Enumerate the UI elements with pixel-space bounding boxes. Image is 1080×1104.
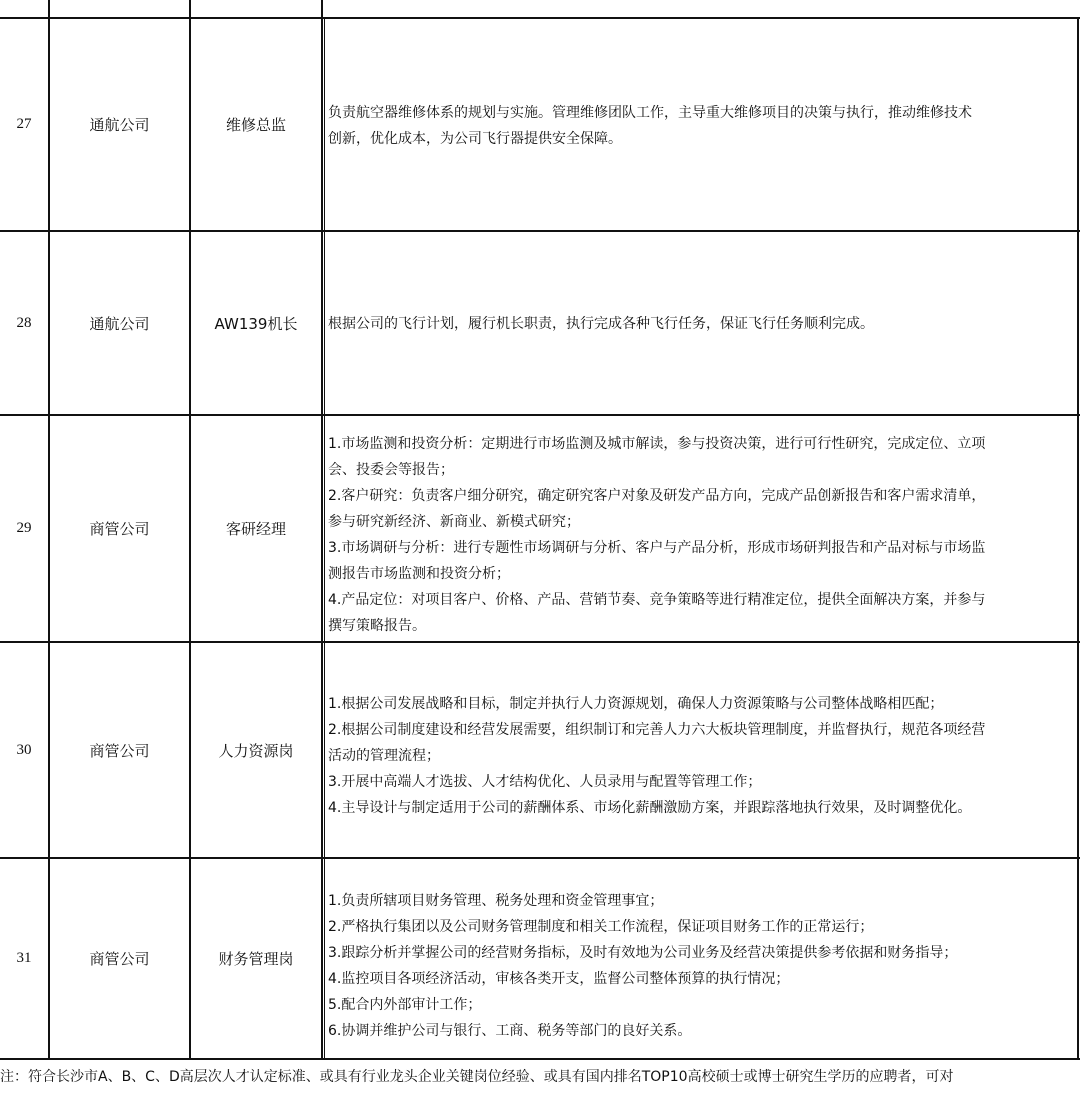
description-line: 6.协调并维护公司与银行、工商、税务等部门的良好关系。 — [328, 1023, 692, 1039]
description-line: 撰写策略报告。 — [328, 618, 426, 634]
description-line: 活动的管理流程； — [328, 748, 440, 764]
description-line: 1.负责所辖项目财务管理、税务处理和资金管理事宜； — [328, 893, 664, 909]
description-line: 4.产品定位：对项目客户、价格、产品、营销节奏、竞争策略等进行精准定位，提供全面解决方案，并参与 — [328, 592, 986, 608]
position-cell: 人力资源岗 — [218, 741, 294, 760]
col-divider — [321, 0, 323, 1060]
description-line: 负责航空器维修体系的规划与实施。管理维修团队工作，主导重大维修项目的决策与执行，推动维修技术 — [328, 105, 972, 121]
description-line: 参与研究新经济、新商业、新模式研究； — [328, 514, 580, 530]
position-cell: 客研经理 — [225, 520, 286, 538]
company-cell: 通航公司 — [89, 116, 150, 134]
description-cell — [328, 100, 1080, 152]
description-cell — [328, 691, 1080, 821]
row-number: 28 — [16, 314, 32, 331]
company-cell: 商管公司 — [89, 950, 150, 968]
row-number: 27 — [16, 116, 32, 132]
col-divider — [324, 18, 325, 1060]
description-line: 1.根据公司发展战略和目标，制定并执行人力资源规划，确保人力资源策略与公司整体战略相匹配； — [328, 696, 944, 712]
description-cell — [328, 431, 1080, 639]
description-line: 2.根据公司制度建设和经营发展需要，组织制订和完善人力六大板块管理制度，并监督执行，规范各项经营 — [328, 722, 986, 738]
footnote: 注：符合长沙市A、B、C、D高层次人才认定标准、或具有行业龙头企业关键岗位经验、或具有国内排名TOP10高校硕士或博士研究生学历的应聘者，可对 — [0, 1069, 954, 1085]
row-number: 31 — [16, 950, 32, 966]
description-line: 3.跟踪分析并掌握公司的经营财务指标，及时有效地为公司业务及经营决策提供参考依据和财务指导； — [328, 945, 958, 961]
description-line: 3.开展中高端人才选拔、人才结构优化、人员录用与配置等管理工作； — [328, 774, 762, 790]
description-line: 4.主导设计与制定适用于公司的薪酬体系、市场化薪酬激励方案，并跟踪落地执行效果，及时调整优化。 — [328, 800, 972, 816]
description-line: 2.客户研究：负责客户细分研究，确定研究客户对象及研发产品方向，完成产品创新报告和客户需求清单， — [328, 488, 986, 504]
description-line: 根据公司的飞行计划，履行机长职责，执行完成各种飞行任务，保证飞行任务顺利完成。 — [328, 316, 874, 332]
row-number: 30 — [16, 741, 32, 758]
company-cell: 商管公司 — [89, 741, 150, 760]
company-cell: 商管公司 — [89, 520, 150, 538]
description-line: 会、投委会等报告； — [328, 462, 454, 478]
position-cell: 维修总监 — [225, 116, 286, 134]
description-line: 3.市场调研与分析：进行专题性市场调研与分析、客户与产品分析，形成市场研判报告和产品对标与市场监 — [328, 540, 986, 556]
description-line: 4.监控项目各项经济活动，审核各类开支，监督公司整体预算的执行情况； — [328, 971, 790, 987]
description-cell — [328, 311, 1080, 337]
description-line: 创新，优化成本，为公司飞行器提供安全保障。 — [328, 131, 622, 147]
position-cell: AW139机长 — [214, 314, 298, 333]
description-line: 2.严格执行集团以及公司财务管理制度和相关工作流程，保证项目财务工作的正常运行； — [328, 919, 874, 935]
company-cell: 通航公司 — [89, 314, 150, 333]
row-divider — [0, 1058, 1080, 1060]
description-line: 测报告市场监测和投资分析； — [328, 566, 510, 582]
description-cell — [328, 888, 1080, 1044]
description-line: 1.市场监测和投资分析：定期进行市场监测及城市解读，参与投资决策，进行可行性研究，完成定位、立项 — [328, 436, 986, 452]
row-number: 29 — [16, 520, 32, 536]
position-cell: 财务管理岗 — [218, 950, 294, 968]
description-line: 5.配合内外部审计工作； — [328, 997, 482, 1013]
